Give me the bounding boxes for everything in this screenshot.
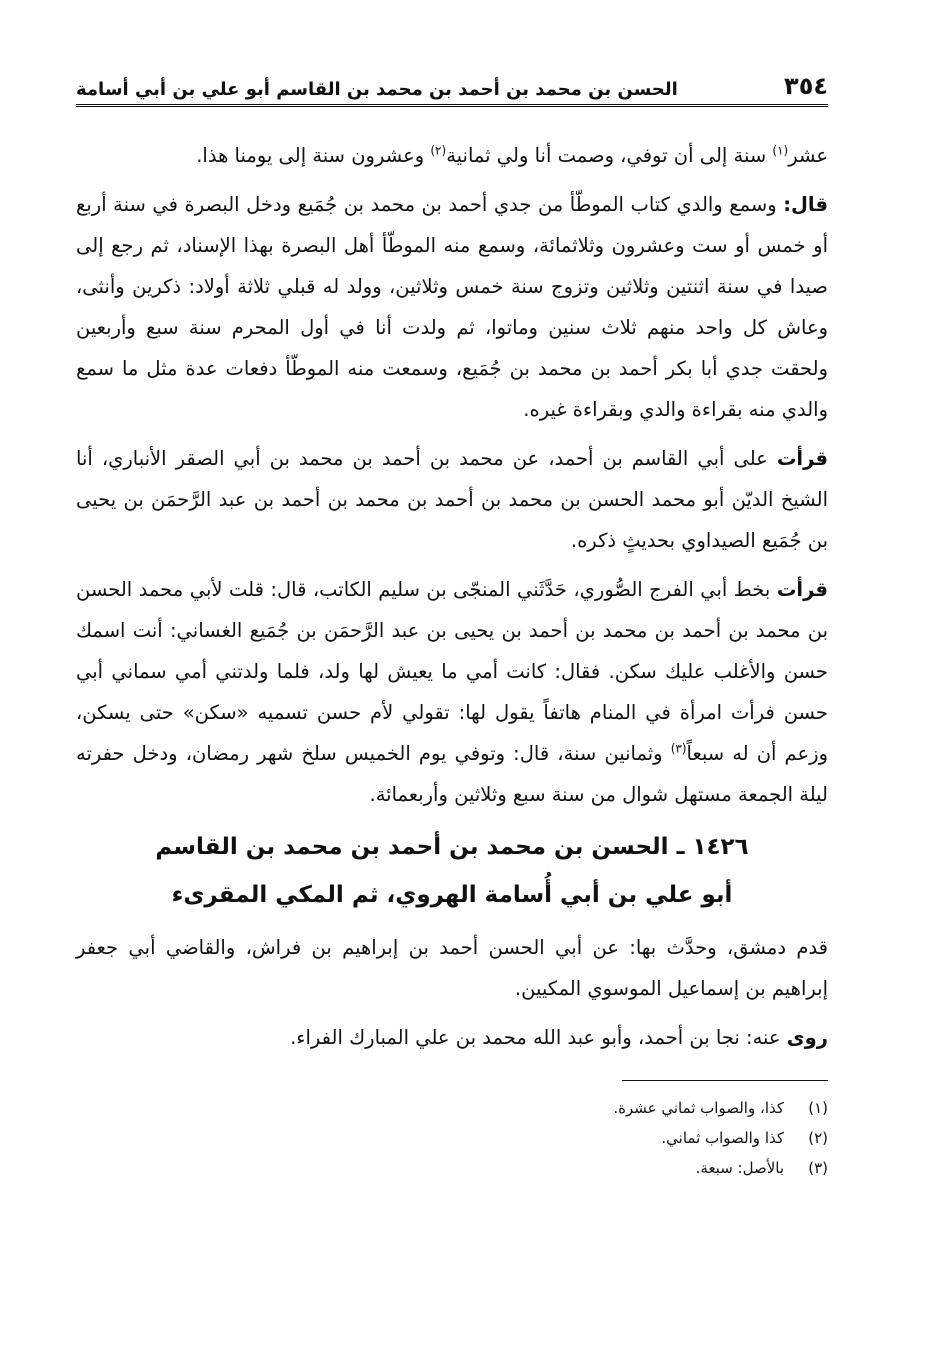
footnote-1 <box>76 1093 828 1123</box>
footnote-ref-1: (١) <box>772 143 789 158</box>
paragraph-lead: قرأت <box>776 578 828 601</box>
paragraph-text: وسمع والدي كتاب الموطّأ من جدي أحمد بن محمد بن جُمَيع ودخل البصرة في سنة أربع أو خمس أو ست وعشرون وثلاثمائة، وسمع منه الموطّأ أهل البصرة بهذا الإسناد، ثم رجع إلى صيدا في سنة اثنتين وثلاثين وتزوج سنة خمس وثلاثين، وولد له قبلي ثلاثة أولاد: ذكرين وأنثى، وعاش كل واحد منهم ثلاث سنين وماتوا، ثم ولدت أنا في أول المحرم سنة سبع وأربعين ولحقت جدي أبا بكر أحمد بن محمد بن جُمَيع، وسمعت منه الموطّأ دفعات عدة مثل ما سمع والدي منه بقراءة والدي وبقراءة غيره. <box>76 193 828 421</box>
paragraph-2 <box>76 184 828 430</box>
text-segment: بخط أبي الفرج الصُّوري، حَدَّثَني المنجّى بن سليم الكاتب، قال: قلت لأبي محمد الحسن بن محمد بن أحمد بن محمد بن أحمد بن يحيى بن عبد الرَّحمَن بن جُمَيع الغساني: أنت اسمك حسن والأغلب عليك سكن. فقال: كانت أمي ما يعيش لها ولد، فلما ولدتني أمي سماني أبي حسن فرأت امرأة في المنام هاتفاً يقول لها: تقولي لأم حسن تسميه «سكن» حتى يسكن، وزعم أن له سبعاً <box>76 578 828 765</box>
paragraph-text: على أبي القاسم بن أحمد، عن محمد بن أحمد بن محمد بن أبي الصقر الأنباري، أنا الشيخ الديّن أبو محمد الحسن بن محمد بن أحمد بن محمد بن أحمد بن عبد الرَّحمَن بن يحيى بن جُمَيع الصيداوي بحديثٍ ذكره. <box>76 447 828 552</box>
paragraph-text: عنه: نجا بن أحمد، وأبو عبد الله محمد بن علي المبارك الفراء. <box>290 1026 787 1049</box>
footnote-ref-2: (٢) <box>430 143 447 158</box>
paragraph-3 <box>76 438 828 561</box>
running-title: الحسن بن محمد بن أحمد بن محمد بن القاسم أبو علي بن أبي أسامة <box>76 79 678 100</box>
paragraph-lead: قرأت <box>776 447 828 470</box>
text-segment: سنة إلى أن توفي، وصمت أنا ولي ثمانية <box>446 144 773 167</box>
text-segment: وثمانين سنة، قال: وتوفي يوم الخميس سلخ شهر رمضان، ودخل حفرته ليلة الجمعة مستهل شوال من سنة سبع وثلاثين وأربعمائة. <box>76 742 828 806</box>
footnote-ref-3: (٣) <box>670 741 687 756</box>
text-segment: عشر <box>788 144 828 167</box>
text-segment: وعشرون سنة إلى يومنا هذا. <box>196 144 431 167</box>
footnote-number: (١) <box>808 1099 828 1117</box>
footnote-2 <box>76 1123 828 1153</box>
footnote-number: (٢) <box>808 1129 828 1147</box>
paragraph-lead: قال: <box>783 193 828 216</box>
paragraph-4 <box>76 569 828 815</box>
paragraph-lead: روى <box>786 1026 828 1049</box>
paragraph-1 <box>76 135 828 176</box>
book-page <box>76 60 828 1290</box>
footnote-number: (٣) <box>808 1159 828 1177</box>
footnote-3 <box>76 1153 828 1183</box>
paragraph-text: قدم دمشق، وحدَّث بها: عن أبي الحسن أحمد بن إبراهيم بن فراش، والقاضي أبي جعفر إبراهيم بن إسماعيل الموسوي المكيين. <box>76 936 828 1000</box>
footnote-text: كذا والصواب ثماني. <box>661 1129 784 1147</box>
footnote-text: كذا، والصواب ثماني عشرة. <box>613 1099 784 1117</box>
entry-title-line-1: ١٤٢٦ ـ الحسن بن محمد بن أحمد بن محمد بن القاسم <box>155 834 749 860</box>
footnote-text: بالأصل: سبعة. <box>695 1159 784 1177</box>
page-body <box>76 135 828 1183</box>
entry-paragraph-2 <box>76 1017 828 1058</box>
page-number: ٣٥٤ <box>784 72 828 100</box>
page-header <box>76 60 828 107</box>
entry-paragraph-1 <box>76 927 828 1009</box>
entry-heading <box>76 823 828 919</box>
footnotes <box>76 1093 828 1183</box>
entry-title-line-2: أبو علي بن أبي أُسامة الهروي، ثم المكي المقرىء <box>171 882 733 908</box>
footnote-divider <box>622 1080 828 1081</box>
